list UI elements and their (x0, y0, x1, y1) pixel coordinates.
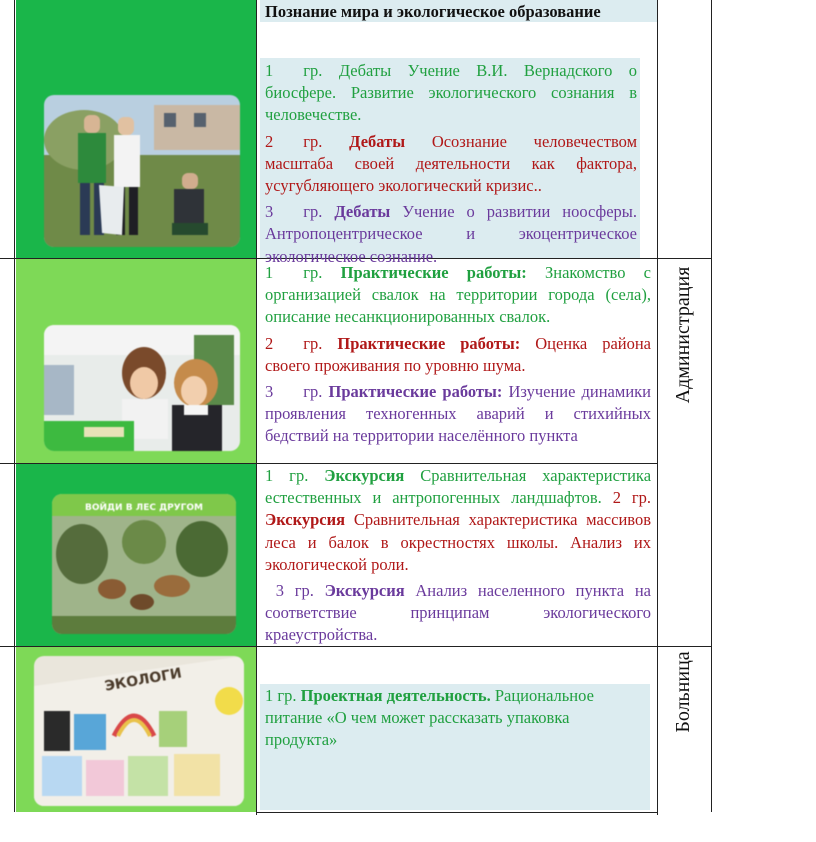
row2-item-3: 3 гр. Практические работы: Изучение динамики проявления техногенных аварий и стихийных бедствий на территории населённого пункта (265, 382, 651, 446)
row-divider-2 (0, 463, 657, 464)
table-bottom-border (256, 812, 658, 813)
photo-forest-poster (52, 494, 236, 634)
row4-item-1: 1 гр. Проектная деятельность. Рациональное питание «О чем может рассказать упаковка продукта» (265, 686, 594, 750)
row4-text (265, 685, 637, 756)
side-label-administration: Администрация (672, 266, 694, 404)
row1-item-1: 1 гр. Дебаты Учение В.И. Вернадского о биосфере. Развитие экологического сознания в человечестве. (265, 61, 637, 125)
side-label-hospital: Больница (672, 651, 694, 733)
banner-text: ЭКОЛОГИ (103, 665, 184, 695)
table-right-border (711, 0, 712, 812)
photo-students-cleanup (44, 95, 240, 247)
row3-items-1-2 (265, 465, 651, 576)
row3-item-3: 3 гр. Экскурсия Анализ населенного пункта на соответствие принципам экологического краеустройства. (265, 581, 651, 645)
row1-item-3: 3 гр. Дебаты Учение о развитии ноосферы. Антропоцентрическое и экоцентрическое экологическое сознание. (265, 202, 638, 266)
section-title: Познание мира и экологическое образование (265, 2, 601, 21)
table-left-border (14, 0, 15, 812)
row3-item-1: 1 гр. Экскурсия Сравнительная характеристика естественных и антропогенных ландшафтов. (265, 466, 652, 508)
column-divider-1 (256, 0, 257, 815)
row3-text (265, 465, 651, 651)
photo-students-classroom (44, 325, 240, 451)
row2-text (265, 262, 651, 452)
row3-item-2: 2 гр. Экскурсия Сравнительная характеристика массивов леса и балок в окрестностях школы. Анализ их экологической роли. (265, 488, 651, 574)
column-divider-2 (657, 0, 658, 815)
row2-item-2: 2 гр. Практические работы: Оценка района своего проживания по уровню шума. (265, 333, 651, 375)
photo-ecology-wall (34, 656, 244, 806)
row2-item-1: 1 гр. Практические работы: Знакомство с организацией свалок на территории города (села), описание несанкционированных свалок. (265, 263, 652, 327)
row1-text (265, 60, 637, 272)
poster-title: ВОЙДИ В ЛЕС ДРУГОМ (85, 503, 203, 513)
row1-item-2: 2 гр. Дебаты Осознание человечеством масштаба своей деятельности как фактора, усугубляющего экологический кризис.. (265, 131, 638, 196)
